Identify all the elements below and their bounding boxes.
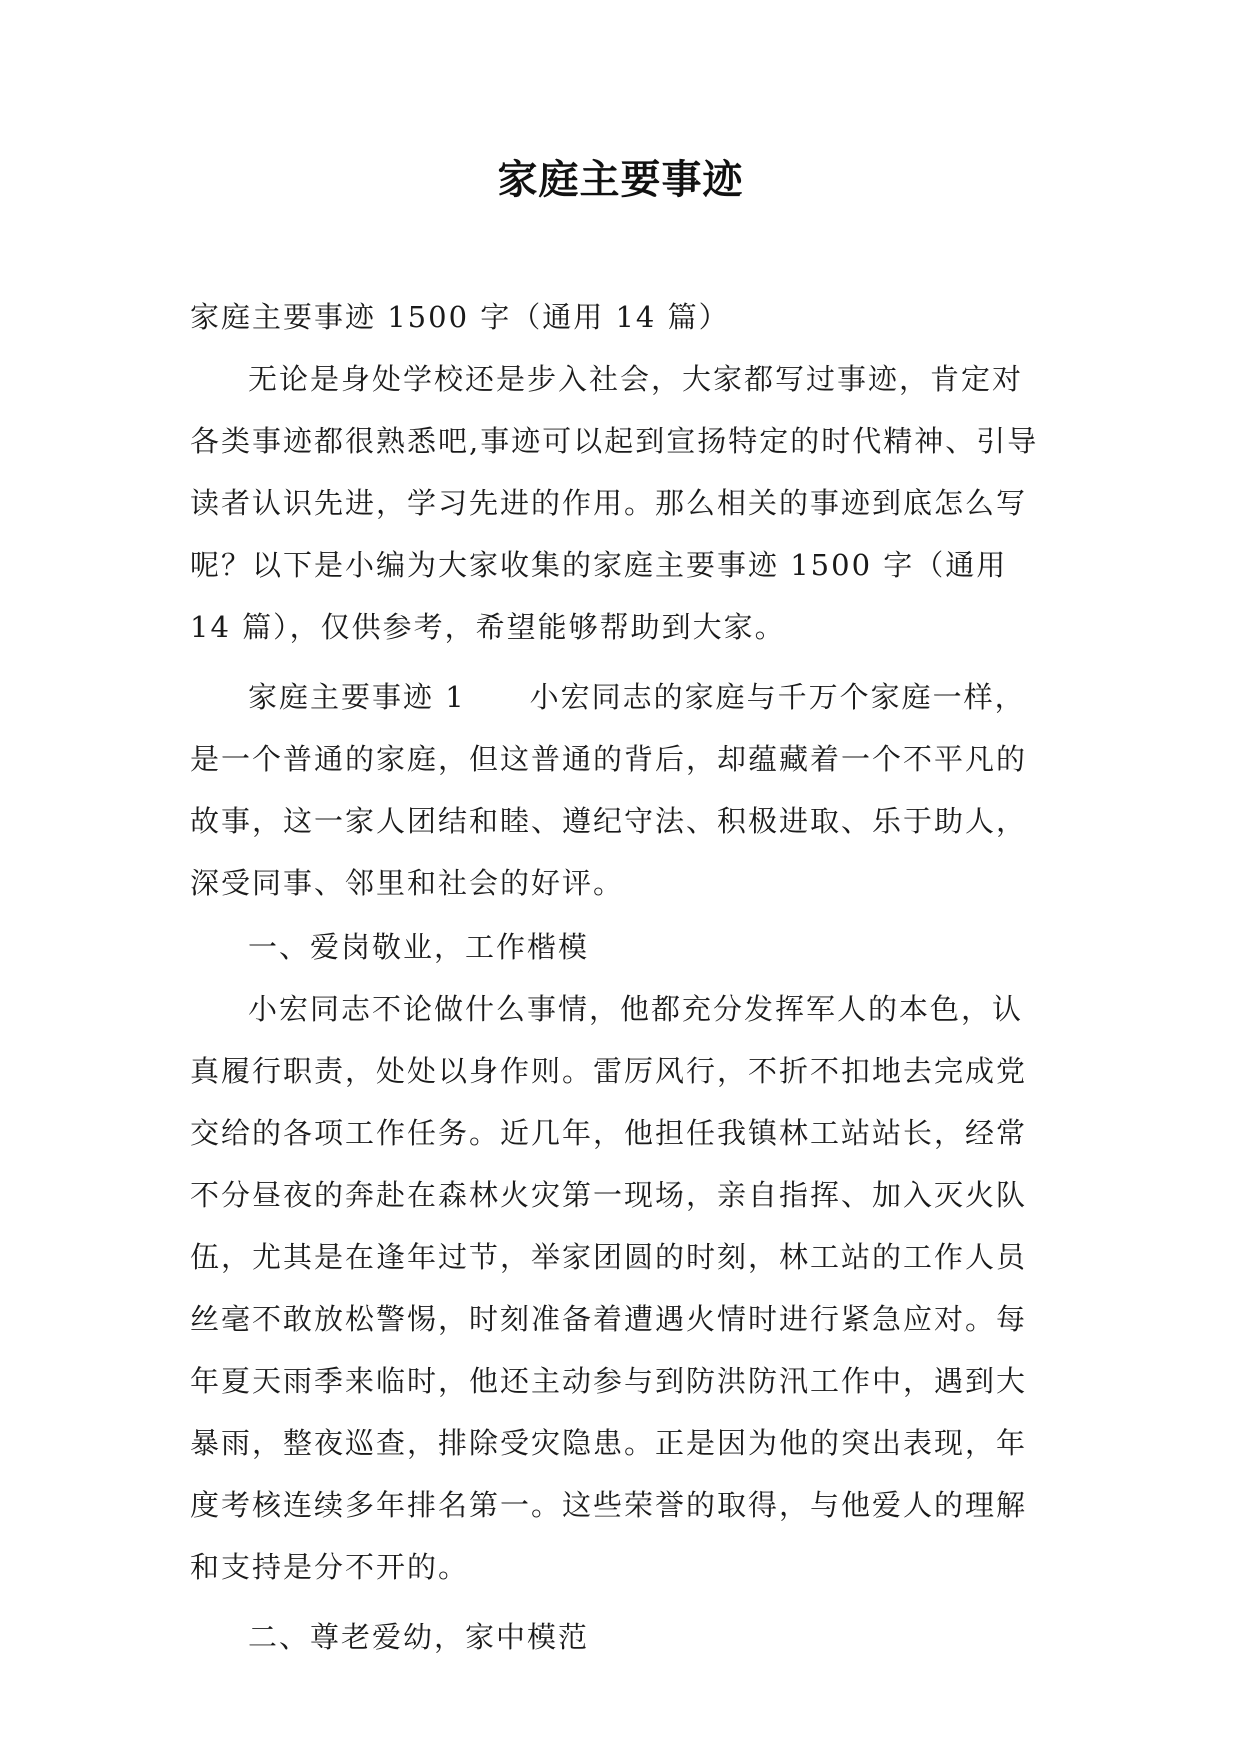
article-1-label: 家庭主要事迹 1: [248, 680, 466, 714]
section-2-heading: 二、尊老爱幼，家中模范: [248, 1620, 590, 1654]
intro-paragraph: 无论是身处学校还是步入社会，大家都写过事迹，肯定对各类事迹都很熟悉吧,事迹可以起到宣扬特定的时代精神、引导读者认识先进，学习先进的作用。那么相关的事迹到底怎么写呢？以下是小编为大家收集的家庭主要事迹 1500 字（通用 14 篇），仅供参考，希望能够帮助到大家。: [190, 362, 1039, 644]
section-1-paragraph: 小宏同志不论做什么事情，他都充分发挥军人的本色，认真履行职责，处处以身作则。雷厉风行，不折不扣地去完成党交给的各项工作任务。近几年，他担任我镇林工站站长，经常不分昼夜的奔赴在森林火灾第一现场，亲自指挥、加入灭火队伍，尤其是在逢年过节，举家团圆的时刻，林工站的工作人员丝毫不敢放松警惕，时刻准备着遭遇火情时进行紧急应对。每年夏天雨季来临时，他还主动参与到防洪防汛工作中，遇到大暴雨，整夜巡查，排除受灾隐患。正是因为他的突出表现，年度考核连续多年排名第一。这些荣誉的取得，与他爱人的理解和支持是分不开的。: [190, 992, 1028, 1584]
document-body: [190, 286, 1050, 1668]
article-1-paragraph: [190, 666, 1050, 914]
document-subtitle: 家庭主要事迹 1500 字（通用 14 篇）: [190, 300, 730, 334]
article-1-lead: 小宏同志的家庭与千万个家庭一样，是一个普通的家庭，但这普通的背后，却蕴藏着一个不平凡的故事，这一家人团结和睦、遵纪守法、积极进取、乐于助人，深受同事、邻里和社会的好评。: [190, 680, 1028, 900]
document-title: 家庭主要事迹: [497, 157, 744, 203]
section-1-heading: 一、爱岗敬业，工作楷模: [248, 930, 590, 964]
